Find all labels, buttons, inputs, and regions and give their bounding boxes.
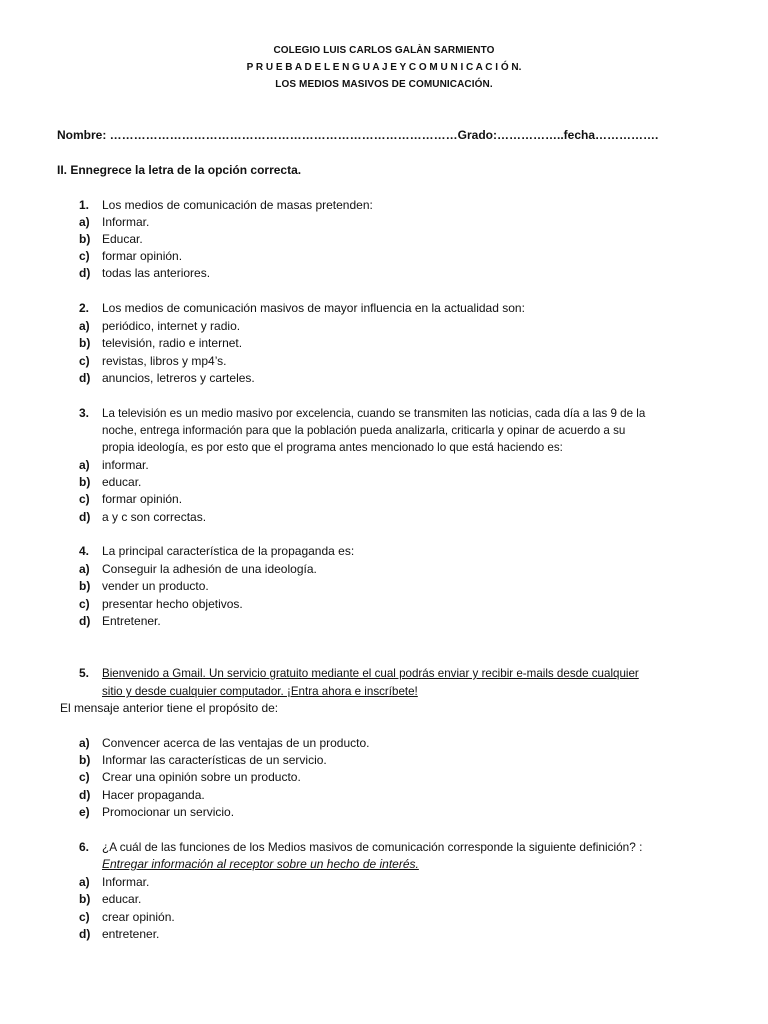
option-letter: a) xyxy=(79,319,90,333)
option-letter: a) xyxy=(79,215,90,229)
option-text: Conseguir la adhesión de una ideología. xyxy=(102,562,317,576)
option-letter: a) xyxy=(79,736,90,750)
option-letter: d) xyxy=(79,266,91,280)
question-followup: El mensaje anterior tiene el propósito de: xyxy=(60,701,279,715)
option-letter: c) xyxy=(79,597,90,611)
option-letter: d) xyxy=(79,927,91,941)
question-text: ¿A cuál de las funciones de los Medios masivos de comunicación corresponde la siguiente definición? : xyxy=(102,840,643,854)
option-text: crear opinión. xyxy=(102,910,175,924)
question-number: 5. xyxy=(79,666,90,680)
option-text: informar. xyxy=(102,458,149,472)
option-letter: b) xyxy=(79,336,91,350)
question-text: Los medios de comunicación masivos de mayor influencia en la actualidad son: xyxy=(102,301,525,315)
option-letter: b) xyxy=(79,892,91,906)
option-text: periódico, internet y radio. xyxy=(102,319,241,333)
test-topic: LOS MEDIOS MASIVOS DE COMUNICACIÓN. xyxy=(275,79,493,90)
option-text: entretener. xyxy=(102,927,160,941)
option-text: Educar. xyxy=(102,232,143,246)
option-text: Promocionar un servicio. xyxy=(102,805,235,819)
option-letter: a) xyxy=(79,875,90,889)
question-text: La principal característica de la propaganda es: xyxy=(102,544,355,558)
option-letter: e) xyxy=(79,805,90,819)
question-text-line-1: La televisión es un medio masivo por excelencia, cuando se transmiten las noticias, cada día a las 9 de la xyxy=(102,407,646,420)
option-letter: b) xyxy=(79,579,91,593)
option-letter: b) xyxy=(79,232,91,246)
question-text-line-3: propia ideología, es por esto que el programa antes mencionado lo que está haciendo es: xyxy=(102,441,563,454)
option-text: Entretener. xyxy=(102,614,161,628)
option-letter: c) xyxy=(79,770,90,784)
option-letter: d) xyxy=(79,788,91,802)
option-text: revistas, libros y mp4’s. xyxy=(102,354,227,368)
definition-text: Entregar información al receptor sobre un hecho de interés. xyxy=(102,857,419,871)
option-text: Convencer acerca de las ventajas de un producto. xyxy=(102,736,370,750)
question-number: 2. xyxy=(79,301,90,315)
option-text: Hacer propaganda. xyxy=(102,788,205,802)
section-instruction: II. Ennegrece la letra de la opción correcta. xyxy=(57,163,302,177)
question-number: 6. xyxy=(79,840,90,854)
option-text: educar. xyxy=(102,892,142,906)
student-info-line: Nombre: ……………………………………………………………………………Grado:……………..fecha……………. xyxy=(57,128,659,142)
school-name: COLEGIO LUIS CARLOS GALÀN SARMIENTO xyxy=(273,45,495,56)
option-text: Crear una opinión sobre un producto. xyxy=(102,770,301,784)
question-text: Los medios de comunicación de masas pretenden: xyxy=(102,198,373,212)
option-letter: c) xyxy=(79,910,90,924)
option-text: vender un producto. xyxy=(102,579,209,593)
option-letter: b) xyxy=(79,475,91,489)
option-letter: c) xyxy=(79,249,90,263)
option-text: presentar hecho objetivos. xyxy=(102,597,243,611)
question-text-line-2: noche, entrega información para que la población pueda analizarla, criticarla y opinar de acuerdo a su xyxy=(102,424,626,437)
option-letter: d) xyxy=(79,614,91,628)
option-text: Informar. xyxy=(102,215,150,229)
quoted-message-line-2: sitio y desde cualquier computador. ¡Entra ahora e inscríbete! xyxy=(102,685,418,698)
option-letter: d) xyxy=(79,371,91,385)
option-letter: a) xyxy=(79,458,90,472)
option-letter: d) xyxy=(79,510,91,524)
option-text: televisión, radio e internet. xyxy=(102,336,243,350)
option-text: formar opinión. xyxy=(102,492,183,506)
question-number: 1. xyxy=(79,198,90,212)
option-text: anuncios, letreros y carteles. xyxy=(102,371,255,385)
test-title: P R U E B A D E L E N G U A J E Y C O M U N I C A C I Ó N. xyxy=(246,62,522,73)
question-number: 4. xyxy=(79,544,90,558)
option-text: formar opinión. xyxy=(102,249,183,263)
option-letter: a) xyxy=(79,562,90,576)
question-number: 3. xyxy=(79,406,90,420)
option-letter: c) xyxy=(79,354,90,368)
option-text: Informar. xyxy=(102,875,150,889)
option-text: todas las anteriores. xyxy=(102,266,211,280)
option-letter: b) xyxy=(79,753,91,767)
option-text: a y c son correctas. xyxy=(102,510,207,524)
option-text: Informar las características de un servicio. xyxy=(102,753,327,767)
quoted-message-line-1: Bienvenido a Gmail. Un servicio gratuito mediante el cual podrás enviar y recibir e-mails desde cualquier xyxy=(102,667,639,680)
option-text: educar. xyxy=(102,475,142,489)
option-letter: c) xyxy=(79,492,90,506)
